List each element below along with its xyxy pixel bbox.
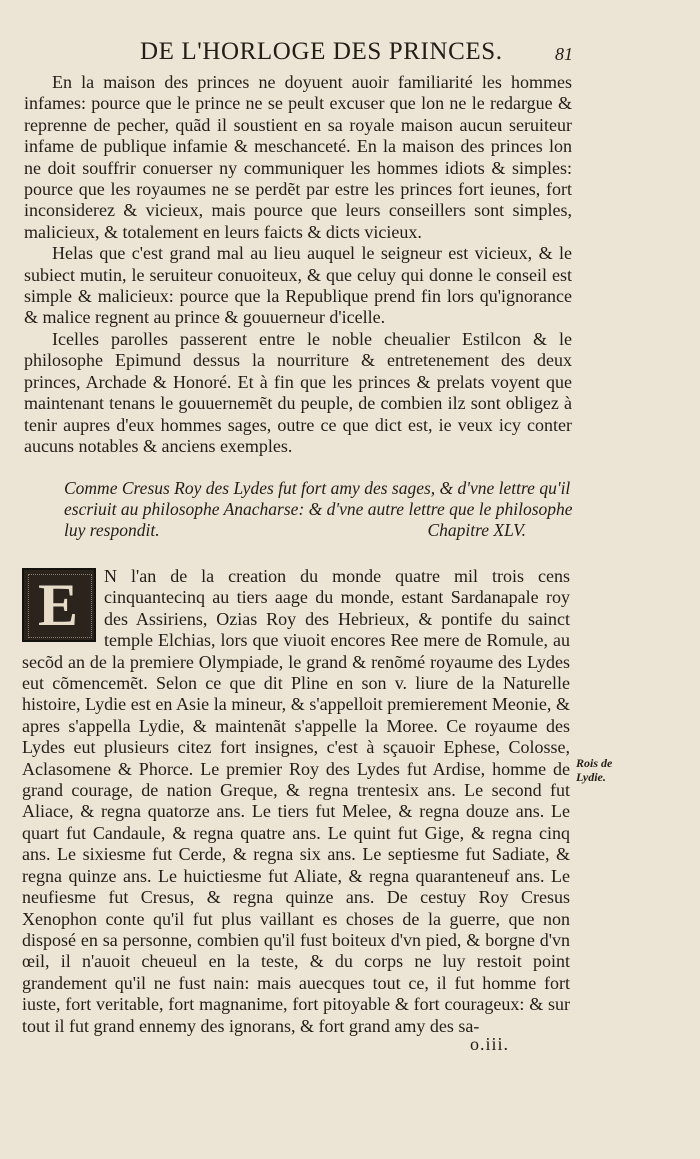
chapter-text: N l'an de la creation du monde quatre mil trois cens cinquantecinq au tiers aage du monde, estant Sardanapale roy des Assiriens, Ozias Roy des Hebrieux, & pontife du sainct temple Elchias, lors que viuoit encores Ree mere de Romule, au secõd an de la premiere Olympiade, le grand & renõmé royaume des Lydes eut cõmencemẽt. Selon ce que dit Pline en son v. liure de la Naturelle histoire, Lydie est en Asie la mineur, & s'appelloit premierement Meonie, & apres s'appella Lydie, & maintenãt s'appelle la Moree. Ce royaume des Lydes eut plusieurs citez fort insignes, c'est à sçauoir Ephese, Colosse, Aclasomene & Phorce. Le premier Roy des Lydes fut Ardise, homme de grand courage, de nation Greque, & regna trentesix ans. Le second fut Aliace, & regna quatorze ans. Le tiers fut Melee, & regna douze ans. Le quart fut Candaule, & regna quatre ans. Le quint fut Gige, & regna cinq ans. Le sixiesme fut Cerde, & regna six ans. Le septiesme fut Sadiate, & regna quinze ans. Le huictiesme fut Aliate, & regna quaranteneuf ans. Le neufiesme fut Cresus, & regna quinze ans. De cestuy Roy Cresus Xenophon conte qu'il fut plus vaillant es choses de la guerre, que non disposé en sa personne, combien qu'il fust boiteux d'vn pied, & borgne d'vn œil, il n'auoit cheueul en la teste, & du corps ne luy restoit point grandement qu'il ne fust nain: mais auecques tout ce, il fut homme fort iuste, fort veritable, fort magnanime, fort pitoyable & fort courageux: & sur tout il fut grand ennemy des ignorans, & fort grand amy des sa- — [22, 566, 570, 1036]
opening-text — [24, 72, 572, 457]
heading-line: Comme Cresus Roy des Lydes fut fort amy des sages, & d'vne lettre qu'il — [64, 478, 571, 498]
decorated-initial — [22, 568, 96, 642]
running-title: DE L'HORLOGE DES PRINCES. — [140, 38, 503, 65]
paragraph: Icelles parolles passerent entre le noble cheualier Estilcon & le philosophe Epimund dessus la nourriture & entretenement des deux princes, Archade & Honoré. Et à fin que les princes & prelats voyent que maintenant tenans le gouuernemẽt du peuple, de combien ilz sont obligez à tenir aupres d'eux hommes sages, outre ce que dict est, ie veux icy conter aucuns notables & anciens exemples. — [24, 328, 572, 456]
paragraph: En la maison des princes ne doyuent auoir familiarité les hommes infames: pource que le prince ne se peult excuser que lon ne le redargue & reprenne de pecher, quãd il soustient en sa royale maison aucun seruiteur infame de publique infamie & meschanceté. En la maison des princes lon ne doit souffrir conuerser ny communiquer les hommes idiots & simples: pource que les royaumes ne se perdẽt par estre les princes fort ieunes, fort inconsiderez & vicieux, mais pource que leurs conseillers sont simples, malicieux, & totalement en leurs faicts & dicts vicieux. — [24, 72, 572, 242]
signature-mark: o.iii. — [470, 1034, 510, 1054]
heading-line-text: luy respondit. — [64, 520, 160, 540]
page-header — [0, 38, 700, 74]
initial-letter: E — [38, 572, 79, 638]
heading-line: escriuit au philosophe Anacharse: & d'vne autre lettre que le philosophe — [64, 499, 573, 519]
margin-note: Rois de Lydie. — [576, 756, 613, 784]
heading-line-last — [64, 520, 532, 541]
chapter-number: Chapitre XLV. — [427, 520, 526, 540]
chapter-heading — [64, 478, 573, 541]
chapter-body — [22, 566, 570, 1037]
page-number: 81 — [555, 44, 573, 64]
paragraph: Helas que c'est grand mal au lieu auquel le seigneur est vicieux, & le subiect mutin, le seruiteur conuoiteux, & que celuy qui donne le conseil est simple & malicieux: pource que la Republique prend fin lors qu'ignorance & malice regnent au prince & gouuerneur d'icelle. — [24, 243, 572, 328]
